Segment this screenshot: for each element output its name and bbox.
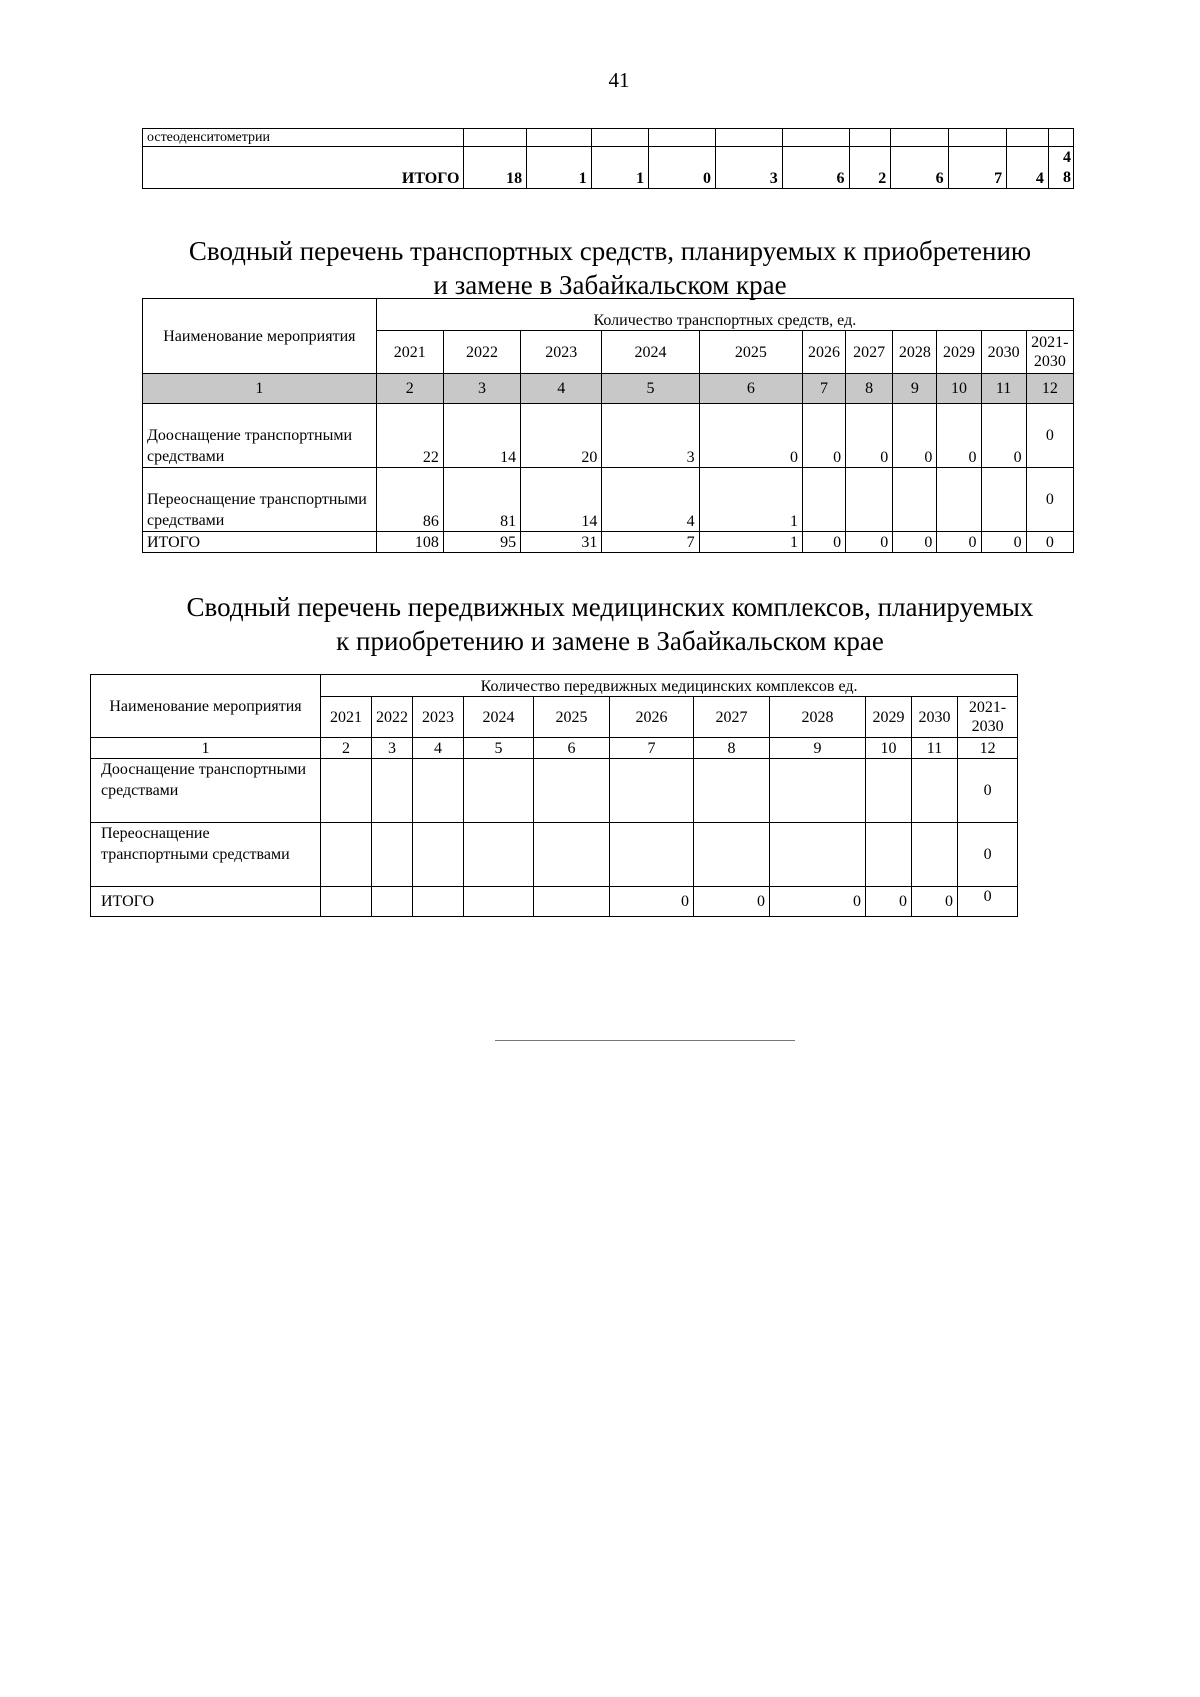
table-cell: 7 <box>602 532 699 553</box>
table-cell <box>372 887 413 917</box>
table-cell <box>866 823 912 887</box>
column-number: 1 <box>91 738 321 759</box>
column-number: 9 <box>893 374 937 404</box>
table-cell: 95 <box>443 532 520 553</box>
year-header: 2021 <box>376 331 443 374</box>
column-number: 10 <box>866 738 912 759</box>
year-header: 2023 <box>521 331 602 374</box>
table-cell <box>534 887 610 917</box>
table-cell: 1 <box>591 147 648 189</box>
mobile-complexes-table-title: Сводный перечень передвижных медицинских комплексов, планируемых к приобретению и замене в Забайкальском крае <box>186 592 1034 656</box>
year-header: 2024 <box>602 331 699 374</box>
table-cell: 0 <box>1026 404 1073 468</box>
table-cell: 1 <box>699 532 802 553</box>
table-cell: 0 <box>846 404 893 468</box>
row-label: Дооснащение транспортными средствами <box>91 759 321 823</box>
table-cell: 0 <box>610 887 694 917</box>
transport-table-title: Сводный перечень транспортных средств, планируемых к приобретению и замене в Забайкальском крае <box>188 236 1032 300</box>
year-header: 2030 <box>981 331 1026 374</box>
column-number: 1 <box>143 374 377 404</box>
table-cell: 2 <box>849 147 891 189</box>
transport-table <box>142 298 1074 553</box>
year-header: 2026 <box>610 697 694 738</box>
table-cell <box>321 759 372 823</box>
table-cell: 20 <box>521 404 602 468</box>
row-label: Переоснащение транспортными средствами <box>91 823 321 887</box>
table-cell: 0 <box>846 532 893 553</box>
table-cell-stacked: 4 8 <box>1048 147 1073 189</box>
year-header: 2027 <box>694 697 770 738</box>
column-number: 12 <box>1026 374 1073 404</box>
table-cell: 0 <box>893 404 937 468</box>
row-label: ИТОГО <box>91 887 321 917</box>
table-row <box>91 823 1018 887</box>
table-cell <box>534 759 610 823</box>
column-number: 4 <box>521 374 602 404</box>
column-number: 11 <box>981 374 1026 404</box>
table-cell <box>770 823 866 887</box>
table-cell <box>770 759 866 823</box>
page-number: 41 <box>608 68 630 92</box>
year-header: 2024 <box>464 697 534 738</box>
table-cell: 81 <box>443 468 520 532</box>
year-header: 2026 <box>802 331 845 374</box>
total-label: ИТОГО <box>143 147 464 189</box>
year-header: 2029 <box>937 331 981 374</box>
header-name: Наименование мероприятия <box>143 299 377 374</box>
table-cell: 0 <box>981 532 1026 553</box>
table-cell: 0 <box>893 532 937 553</box>
table-cell <box>413 823 464 887</box>
table-cell: 0 <box>958 887 1018 917</box>
column-number: 5 <box>602 374 699 404</box>
table-cell <box>694 823 770 887</box>
year-header: 2021-2030 <box>958 697 1018 738</box>
table-cell <box>464 887 534 917</box>
table-cell: 3 <box>602 404 699 468</box>
table-cell: 4 <box>602 468 699 532</box>
year-header: 2025 <box>699 331 802 374</box>
table-cell <box>413 887 464 917</box>
column-number: 2 <box>376 374 443 404</box>
column-number: 4 <box>413 738 464 759</box>
table-cell: 0 <box>958 823 1018 887</box>
column-number: 12 <box>958 738 1018 759</box>
table-cell: 0 <box>649 147 716 189</box>
column-number: 2 <box>321 738 372 759</box>
table-cell: 0 <box>699 404 802 468</box>
table-cell: 7 <box>948 147 1006 189</box>
column-number: 8 <box>694 738 770 759</box>
year-header: 2028 <box>893 331 937 374</box>
table-cell: 0 <box>958 759 1018 823</box>
table-cell <box>912 823 958 887</box>
table-cell <box>846 468 893 532</box>
table-cell <box>413 759 464 823</box>
table-cell: 86 <box>376 468 443 532</box>
table-cell: 4 <box>1007 147 1049 189</box>
previous-table-continuation <box>142 128 1074 189</box>
table-row <box>143 468 1074 532</box>
table-row <box>91 759 1018 823</box>
table-cell: 0 <box>1026 532 1073 553</box>
column-number: 6 <box>534 738 610 759</box>
table-cell: 0 <box>802 532 845 553</box>
header-group: Количество транспортных средств, ед. <box>376 299 1073 331</box>
table-cell <box>464 823 534 887</box>
year-header: 2028 <box>770 697 866 738</box>
table-cell: 3 <box>715 147 782 189</box>
mobile-complexes-table <box>90 674 1018 917</box>
column-number: 7 <box>610 738 694 759</box>
column-number: 6 <box>699 374 802 404</box>
table-cell: 31 <box>521 532 602 553</box>
row-label: Дооснащение транспортными средствами <box>143 404 377 468</box>
column-number: 7 <box>802 374 845 404</box>
column-number: 11 <box>912 738 958 759</box>
table-cell: 0 <box>1026 468 1073 532</box>
table-cell: 22 <box>376 404 443 468</box>
table-cell <box>694 759 770 823</box>
table-cell: 0 <box>802 404 845 468</box>
table-cell <box>372 759 413 823</box>
table-cell <box>372 823 413 887</box>
year-header: 2030 <box>912 697 958 738</box>
column-number: 8 <box>846 374 893 404</box>
row-label: остеоденситометрии <box>143 129 464 147</box>
header-group: Количество передвижных медицинских комплексов ед. <box>321 675 1018 697</box>
table-cell: 0 <box>937 404 981 468</box>
table-cell <box>321 823 372 887</box>
table-cell <box>981 468 1026 532</box>
table-cell: 0 <box>912 887 958 917</box>
table-cell: 108 <box>376 532 443 553</box>
table-cell <box>802 468 845 532</box>
column-number: 3 <box>372 738 413 759</box>
table-cell: 0 <box>937 532 981 553</box>
year-header: 2027 <box>846 331 893 374</box>
table-row <box>143 532 1074 553</box>
year-header: 2022 <box>443 331 520 374</box>
year-header: 2025 <box>534 697 610 738</box>
table-cell: 6 <box>782 147 849 189</box>
table-row <box>91 887 1018 917</box>
table-cell <box>866 759 912 823</box>
table-cell <box>610 759 694 823</box>
year-header: 2021-2030 <box>1026 331 1073 374</box>
table-cell <box>893 468 937 532</box>
table-cell <box>610 823 694 887</box>
column-number: 5 <box>464 738 534 759</box>
header-name: Наименование мероприятия <box>91 675 321 738</box>
table-cell <box>912 759 958 823</box>
table-cell: 0 <box>694 887 770 917</box>
table-cell <box>464 759 534 823</box>
table-cell: 18 <box>464 147 527 189</box>
row-label: ИТОГО <box>143 532 377 553</box>
table-cell: 0 <box>866 887 912 917</box>
table-cell: 6 <box>891 147 948 189</box>
year-header: 2023 <box>413 697 464 738</box>
table-cell: 1 <box>527 147 592 189</box>
table-cell <box>534 823 610 887</box>
row-label: Переоснащение транспортными средствами <box>143 468 377 532</box>
table-cell <box>321 887 372 917</box>
year-header: 2029 <box>866 697 912 738</box>
column-number: 3 <box>443 374 520 404</box>
table-cell: 1 <box>699 468 802 532</box>
year-header: 2021 <box>321 697 372 738</box>
end-divider <box>495 1040 795 1041</box>
table-row <box>143 404 1074 468</box>
table-cell: 0 <box>770 887 866 917</box>
column-number: 10 <box>937 374 981 404</box>
column-number: 9 <box>770 738 866 759</box>
table-cell: 14 <box>521 468 602 532</box>
year-header: 2022 <box>372 697 413 738</box>
table-cell: 0 <box>981 404 1026 468</box>
table-cell: 14 <box>443 404 520 468</box>
table-cell <box>937 468 981 532</box>
